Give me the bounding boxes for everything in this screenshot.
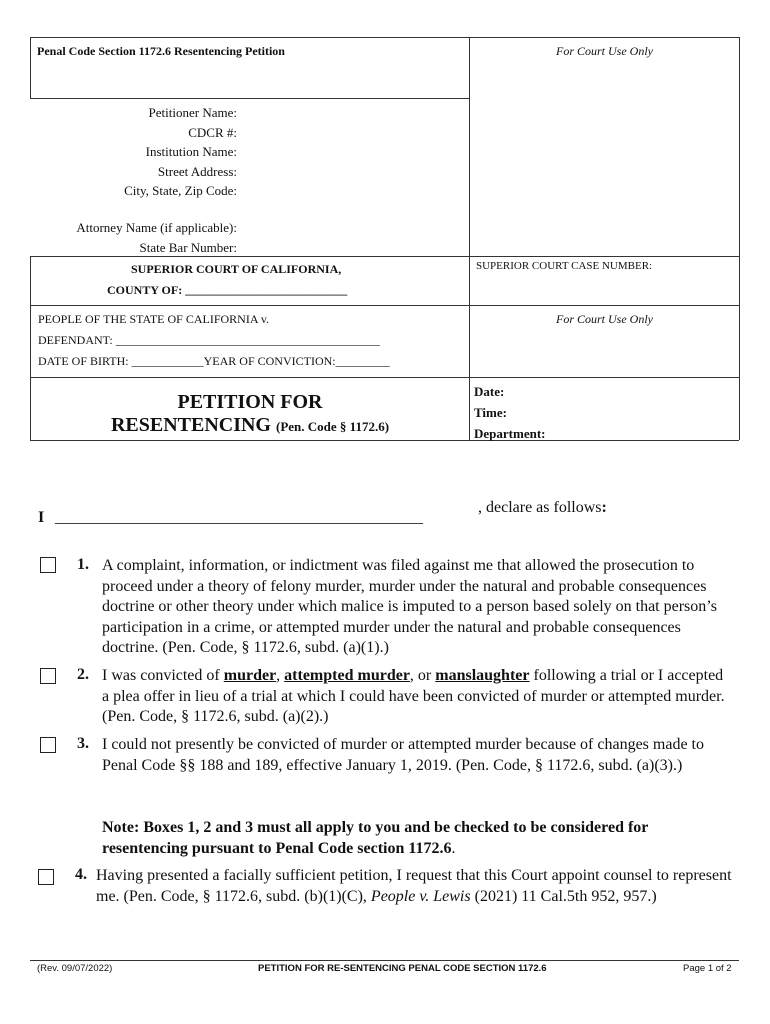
item-4-case-name: People v. Lewis [370,887,471,905]
note-period: . [451,839,456,857]
footer-revision: (Rev. 09/07/2022) [37,963,113,974]
petition-title-line2 [31,414,469,438]
declare-as-follows [478,499,607,517]
declarant-name-field[interactable]: ______________________________________________ [55,509,423,526]
petitioner-block [40,103,237,201]
hearing-time-label: Time: [474,405,507,420]
item-2-number: 2. [77,666,89,683]
item-4-checkbox[interactable] [38,869,54,885]
item-2-text [102,666,730,728]
attorney-name-label: Attorney Name (if applicable): [76,220,237,235]
hearing-date-label: Date: [474,384,505,399]
petition-title [31,391,469,438]
item-4-number: 4. [75,866,87,883]
note-body: Note: Boxes 1, 2 and 3 must all apply to you and be checked to be considered for resentencing pursuant to Penal Code section 1172.6 [102,819,649,857]
footer-rule [30,960,739,961]
item-2-sep1: , [276,667,285,684]
county-line: COUNTY OF: ___________________________ [107,283,348,297]
street-address-label: Street Address: [157,163,237,179]
attorney-block [40,218,237,257]
petitioner-name-label: Petitioner Name: [148,105,237,120]
court-use-only-top: For Court Use Only [556,44,653,58]
item-4-post: (2021) 11 Cal.5th 952, 957.) [470,887,657,905]
declarant-prefix: I [38,509,45,526]
petition-title-resentencing: RESENTENCING [110,414,271,436]
item-3-text: I could not presently be convicted of murder or attempted murder because of changes made to Penal Code §§ 188 and 189, effective January 1, 2019. (Pen. Code, § 1172.6, subd. (a)(3).) [102,736,704,774]
people-line: PEOPLE OF THE STATE OF CALIFORNIA v. [38,312,270,326]
hearing-info [474,381,545,444]
institution-name-label: Institution Name: [145,144,237,159]
form-title: Penal Code Section 1172.6 Resentencing Petition [37,44,285,58]
item-2-attempted-murder: attempted murder [284,667,410,684]
item-2-manslaughter: manslaughter [435,667,530,684]
declare-text: , declare as follows [478,499,602,516]
declare-colon: : [601,499,607,516]
petition-title-line1: PETITION FOR [177,391,323,413]
state-bar-number-label: State Bar Number: [139,239,237,255]
item-2-murder: murder [223,667,277,684]
note-text [102,818,730,859]
item-1-text: A complaint, information, or indictment was filed against me that allowed the prosecution to proceed under a theory of felony murder, murder under the natural and probable consequences doctrine or other theory under which malice is imputed to a person based solely on that person’s participation in a crime, or attempted murder under the natural and probable consequences doctrine. (Pen. Code, § 1172.6, subd. (a)(1).) [102,557,717,656]
item-2-checkbox[interactable] [40,668,56,684]
footer-title: PETITION FOR RE-SENTENCING PENAL CODE SECTION 1172.6 [258,963,547,974]
city-state-zip-label: City, State, Zip Code: [124,183,237,198]
hearing-department-label: Department: [474,426,546,441]
item-4-text [96,866,734,907]
court-name: SUPERIOR COURT OF CALIFORNIA, [131,262,342,276]
item-4-pre: Having presented a facially sufficient petition, I request that this Court appoint counsel to represent me. (Pen. Code, § 1172.6, subd. (b)(1)(C), [96,867,732,905]
item-2-pre: I was convicted of [102,667,224,684]
item-1-checkbox[interactable] [40,557,56,573]
footer-page-number: Page 1 of 2 [683,963,732,974]
item-2-post: following a trial or I accepted a plea offer in lieu of a trial at which I could have been convicted of murder or attempted murder. (Pen. Code, § 1172.6, subd. (a)(2).) [102,667,725,725]
petition-title-cite: (Pen. Code § 1172.6) [276,419,390,434]
court-use-only-mid: For Court Use Only [556,312,653,326]
item-1-number: 1. [77,556,89,573]
dob-conviction-line: DATE OF BIRTH: ____________YEAR OF CONVICTION:_________ [38,354,390,368]
item-3-checkbox[interactable] [40,737,56,753]
defendant-line: DEFENDANT: ____________________________________________ [38,333,380,347]
cdcr-label: CDCR #: [188,124,237,140]
item-3-number: 3. [77,735,89,752]
item-2-sep2: , or [409,667,436,684]
case-number-label: SUPERIOR COURT CASE NUMBER: [476,260,653,272]
